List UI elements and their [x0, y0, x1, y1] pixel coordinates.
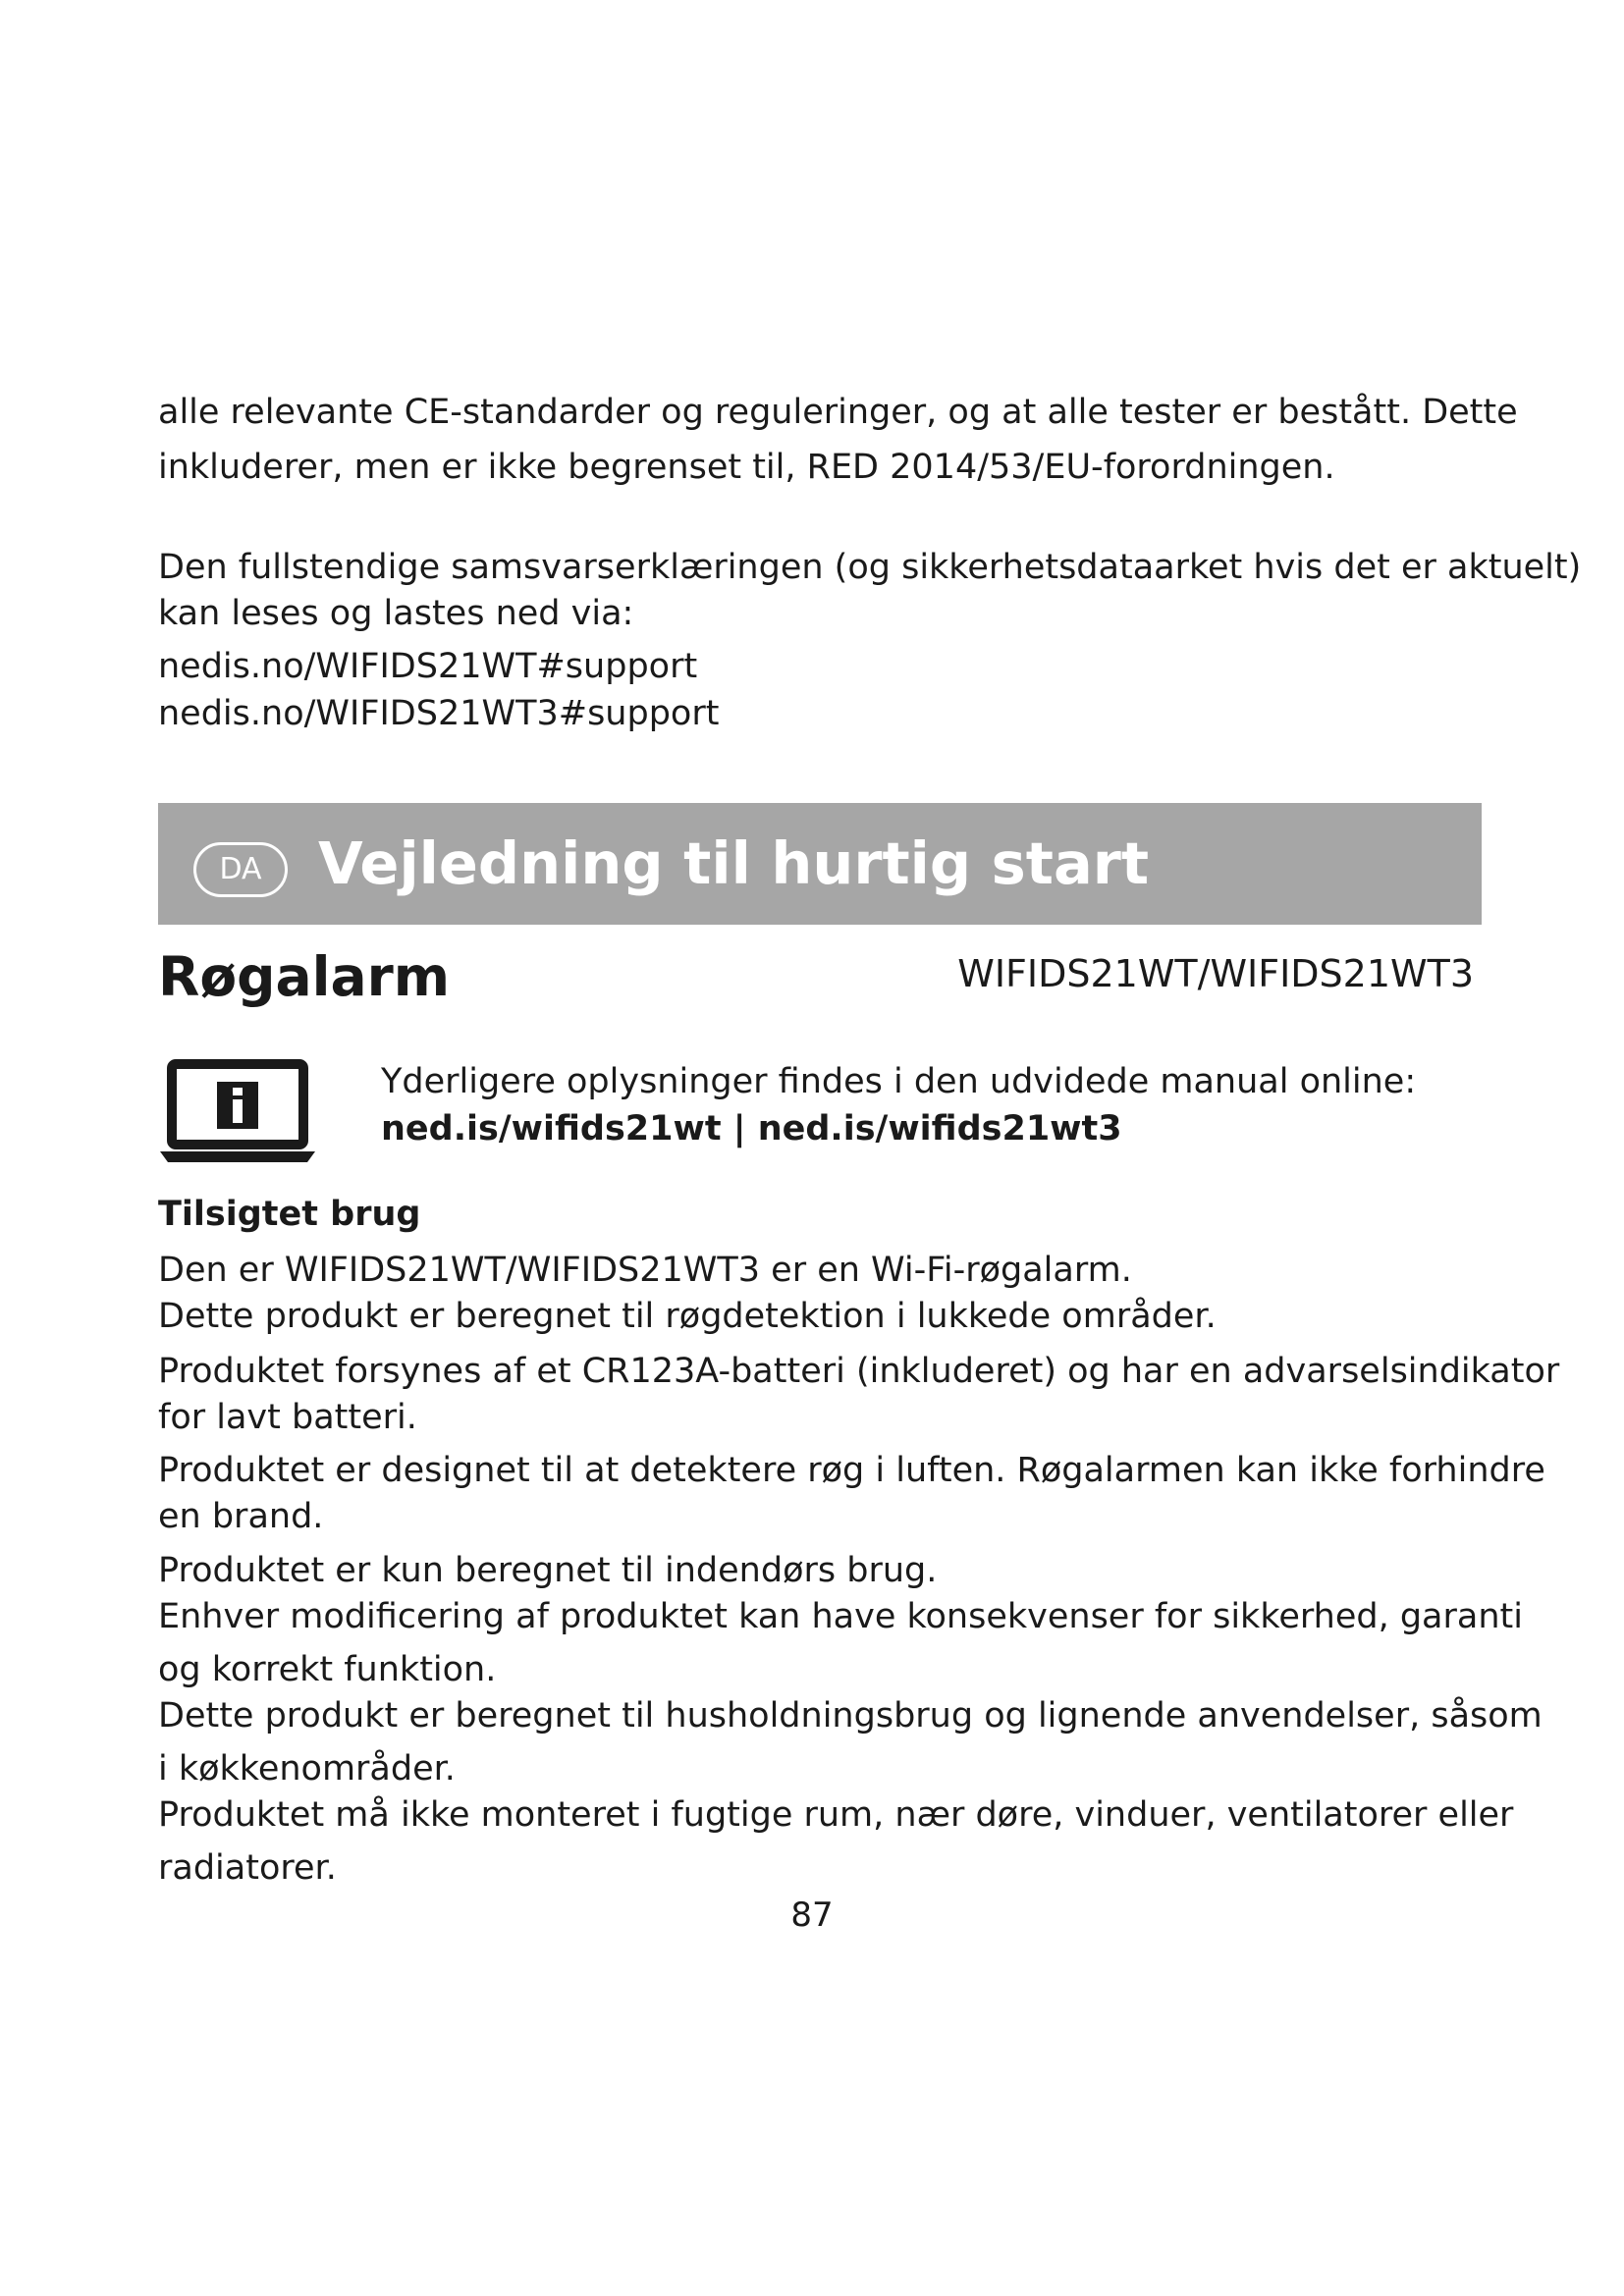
intended-use-line: en brand.: [158, 1497, 324, 1536]
intended-use-line: Enhver modificering af produktet kan have konsekvenser for sikkerhed, garanti: [158, 1597, 1523, 1636]
manual-online-links[interactable]: ned.is/wifids21wt | ned.is/wifids21wt3: [381, 1109, 1122, 1148]
intro-line-1: alle relevante CE-standarder og reguleringer, og at alle tester er bestått. Dette: [158, 393, 1518, 432]
intro-line-3: Den fullstendige samsvarserklæringen (og sikkerhetsdataarket hvis det er aktuelt): [158, 548, 1582, 587]
product-title: Røgalarm: [158, 945, 451, 1008]
section-banner: [158, 803, 1482, 925]
support-link-1[interactable]: nedis.no/WIFIDS21WT#support: [158, 647, 698, 686]
intro-line-4: kan leses og lastes ned via:: [158, 594, 634, 633]
intended-use-line: for lavt batteri.: [158, 1398, 417, 1437]
laptop-info-icon: [158, 1058, 317, 1166]
intended-use-line: Den er WIFIDS21WT/WIFIDS21WT3 er en Wi-Fi-røgalarm.: [158, 1251, 1132, 1290]
manual-info-text: Yderligere oplysninger findes i den udvidede manual online:: [381, 1062, 1417, 1101]
intended-use-line: Produktet er kun beregnet til indendørs brug.: [158, 1551, 938, 1590]
intended-use-line: Dette produkt er beregnet til røgdetektion i lukkede områder.: [158, 1297, 1217, 1336]
model-number: WIFIDS21WT/WIFIDS21WT3: [957, 952, 1474, 995]
intended-use-line: og korrekt funktion.: [158, 1650, 497, 1689]
language-badge: DA: [193, 842, 288, 897]
intended-use-line: radiatorer.: [158, 1848, 337, 1888]
support-link-2[interactable]: nedis.no/WIFIDS21WT3#support: [158, 694, 720, 733]
intro-line-2: inkluderer, men er ikke begrenset til, RED 2014/53/EU-forordningen.: [158, 448, 1335, 487]
intended-use-line: Produktet er designet til at detektere røg i luften. Røgalarmen kan ikke forhindre: [158, 1451, 1545, 1490]
page-number: 87: [790, 1896, 834, 1935]
intended-use-heading: Tilsigtet brug: [158, 1195, 421, 1234]
intended-use-line: Produktet forsynes af et CR123A-batteri (inkluderet) og har en advarselsindikator: [158, 1352, 1560, 1391]
intended-use-line: i køkkenområder.: [158, 1749, 456, 1789]
intended-use-line: Produktet må ikke monteret i fugtige rum, nær døre, vinduer, ventilatorer eller: [158, 1795, 1514, 1835]
banner-title: Vejledning til hurtig start: [318, 829, 1150, 897]
intended-use-line: Dette produkt er beregnet til husholdningsbrug og lignende anvendelser, såsom: [158, 1696, 1543, 1735]
